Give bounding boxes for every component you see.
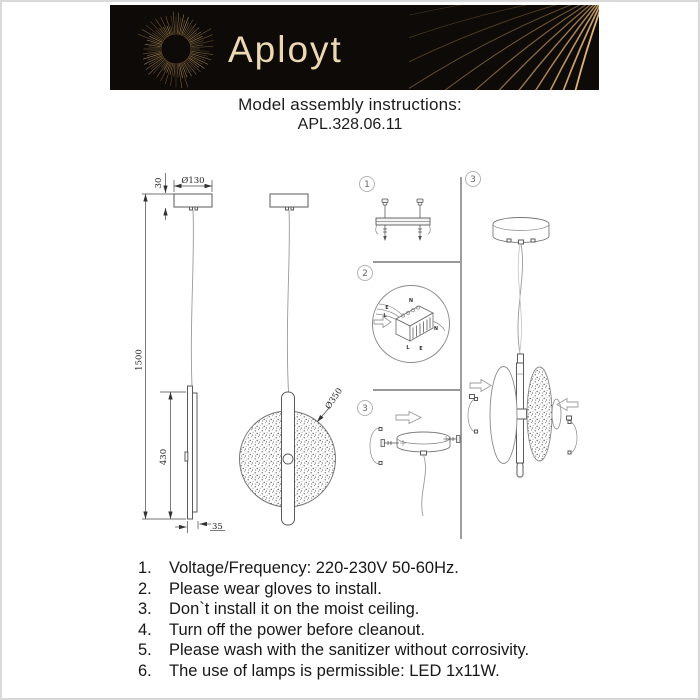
dimension-canopy-diameter: Ø130 — [181, 176, 205, 186]
instruction-text: Please wear gloves to install. — [169, 579, 382, 598]
plain-disc — [490, 367, 517, 464]
wire-label-e: E — [385, 305, 389, 311]
final-assembly-panel — [466, 172, 579, 478]
instruction-text: Voltage/Frequency: 220-230V 50-60Hz. — [169, 559, 459, 577]
instruction-number: 3. — [138, 600, 152, 618]
instruction-number: 6. — [138, 661, 152, 680]
instruction-item — [138, 661, 529, 682]
page-title: Model assembly instructions: — [238, 95, 462, 114]
wire-label-e: E — [419, 346, 423, 352]
final-step-number: 3 — [470, 175, 476, 185]
wire-label-n: N — [408, 298, 414, 304]
dimension-canopy-height: 30 — [154, 177, 164, 189]
instruction-number: 1. — [138, 559, 152, 577]
instruction-item — [138, 558, 529, 579]
wire-label-n: N — [433, 326, 439, 332]
brand-wordmark: Aployt — [228, 29, 343, 70]
instruction-text: Please wash with the sanitizer without corrosivity. — [169, 641, 530, 659]
front-view — [240, 194, 345, 525]
instruction-item — [138, 620, 529, 641]
model-number: APL.328.06.11 — [297, 116, 403, 133]
step-2-number: 2 — [362, 269, 368, 279]
dimension-bar-width: 35 — [212, 522, 223, 532]
instruction-item — [138, 579, 529, 600]
instruction-text: Turn off the power before cleanout. — [169, 620, 425, 639]
dimension-bar-height: 430 — [159, 448, 169, 466]
step-3-number: 3 — [362, 404, 368, 414]
wire-label-l: L — [406, 345, 410, 351]
instruction-number: 5. — [138, 641, 152, 659]
step-1-panel — [360, 177, 431, 242]
step-2-panel — [358, 266, 450, 363]
instruction-number: 2. — [138, 579, 152, 598]
wire-label-l: L — [383, 313, 387, 319]
instruction-item — [138, 640, 529, 661]
instruction-text: The use of lamps is permissible: LED 1x11W. — [169, 661, 500, 680]
instruction-text: Don`t install it on the moist ceiling. — [169, 600, 420, 618]
instruction-item — [138, 599, 529, 620]
instruction-number: 4. — [138, 620, 152, 639]
side-view — [135, 173, 226, 533]
dimension-disc-diameter: Ø350 — [323, 386, 345, 412]
step-3-panel — [358, 401, 461, 517]
dimension-suspension-length: 1500 — [134, 349, 145, 371]
safety-instructions-list — [138, 558, 529, 681]
step-1-number: 1 — [364, 180, 370, 190]
